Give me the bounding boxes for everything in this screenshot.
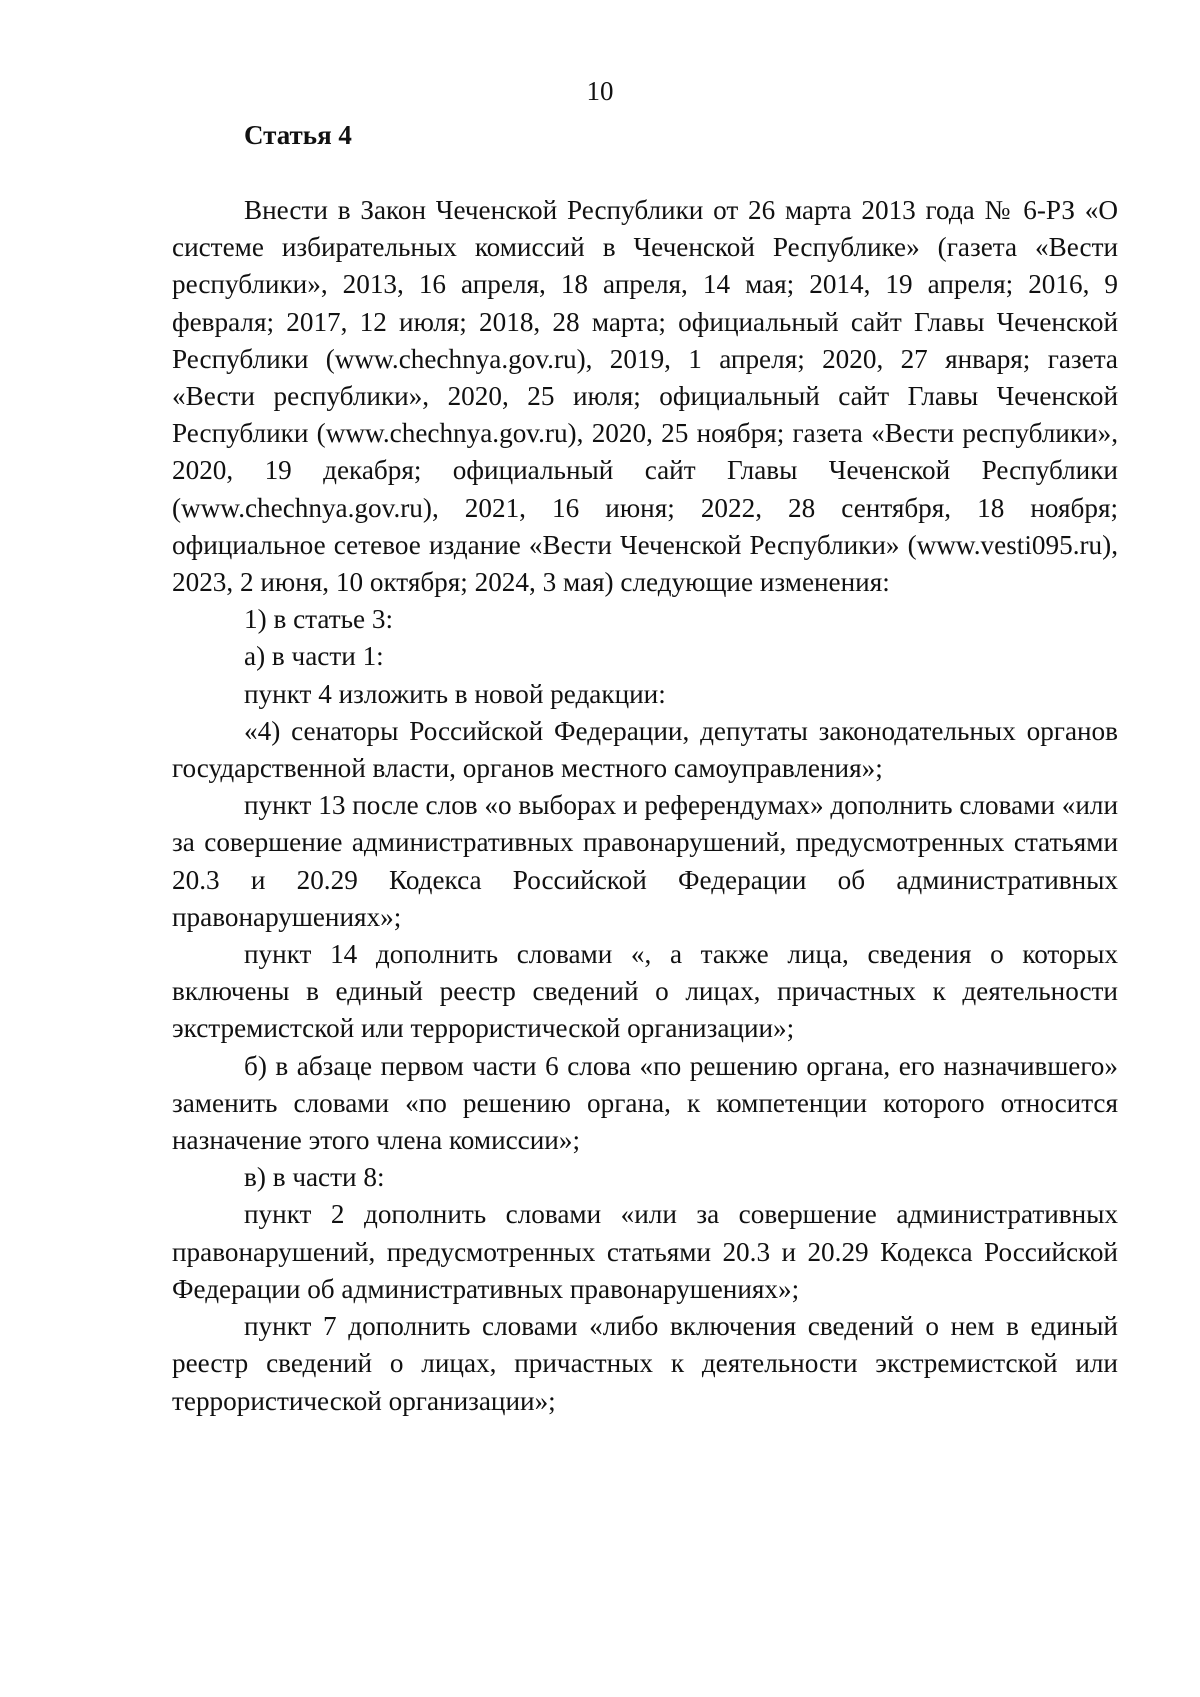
paragraph-intro: Внести в Закон Чеченской Республики от 26 марта 2013 года № 6-РЗ «О системе избирательных комиссий в Чеченской Республике» (газета «Вести республики», 2013, 16 апреля, 18 апреля, 14 мая; 2014, 19 апреля; 2016, 9 февраля; 2017, 12 июля; 2018, 28 марта; официальный сайт Главы Чеченской Республики (www.chechnya.gov.ru), 2019, 1 апреля; 2020, 27 января; газета «Вести республики», 2020, 25 июля; официальный сайт Главы Чеченской Республики (www.chechnya.gov.ru), 2020, 25 ноября; газета «Вести республики», 2020, 19 декабря; официальный сайт Главы Чеченской Республики (www.chechnya.gov.ru), 2021, 16 июня; 2022, 28 сентября, 18 ноября; официальное сетевое издание «Вести Чеченской Республики» (www.vesti095.ru), 2023, 2 июня, 10 октября; 2024, 3 мая) следующие изменения: (172, 195, 1118, 598)
paragraph-point-7: пункт 7 дополнить словами «либо включения сведений о нем в единый реестр сведений о лицах, причастных к деятельности экстремистской или террористической организации»; (172, 1311, 1118, 1416)
paragraph-point-13: пункт 13 после слов «о выборах и референдумах» дополнить словами «или за совершение административных правонарушений, предусмотренных статьями 20.3 и 20.29 Кодекса Российской Федерации об административных правонарушениях»; (172, 790, 1118, 932)
article-body (172, 192, 1118, 1420)
paragraph-point-2: пункт 2 дополнить словами «или за совершение административных правонарушений, предусмотренных статьями 20.3 и 20.29 Кодекса Российской Федерации об административных правонарушениях»; (172, 1199, 1118, 1304)
paragraph-point-4-text: «4) сенаторы Российской Федерации, депутаты законодательных органов государственной власти, органов местного самоуправления»; (172, 715, 1118, 784)
paragraph-point-4: пункт 4 изложить в новой редакции: (244, 678, 666, 709)
paragraph-point-14: пункт 14 дополнить словами «, а также лица, сведения о которых включены в единый реестр сведений о лицах, причастных к деятельности экстремистской или террористической организации»; (172, 939, 1118, 1044)
paragraph-subitem-a: а) в части 1: (244, 641, 384, 672)
paragraph-subitem-v: в) в части 8: (244, 1162, 385, 1193)
page-number: 10 (586, 76, 614, 106)
paragraph-subitem-b: б) в абзаце первом части 6 слова «по решению органа, его назначившего» заменить словами «по решению органа, к компетенции которого относится назначение этого члена комиссии»; (172, 1050, 1118, 1156)
article-heading: Статья 4 (244, 120, 352, 150)
paragraph-item-1: 1) в статье 3: (244, 604, 394, 635)
